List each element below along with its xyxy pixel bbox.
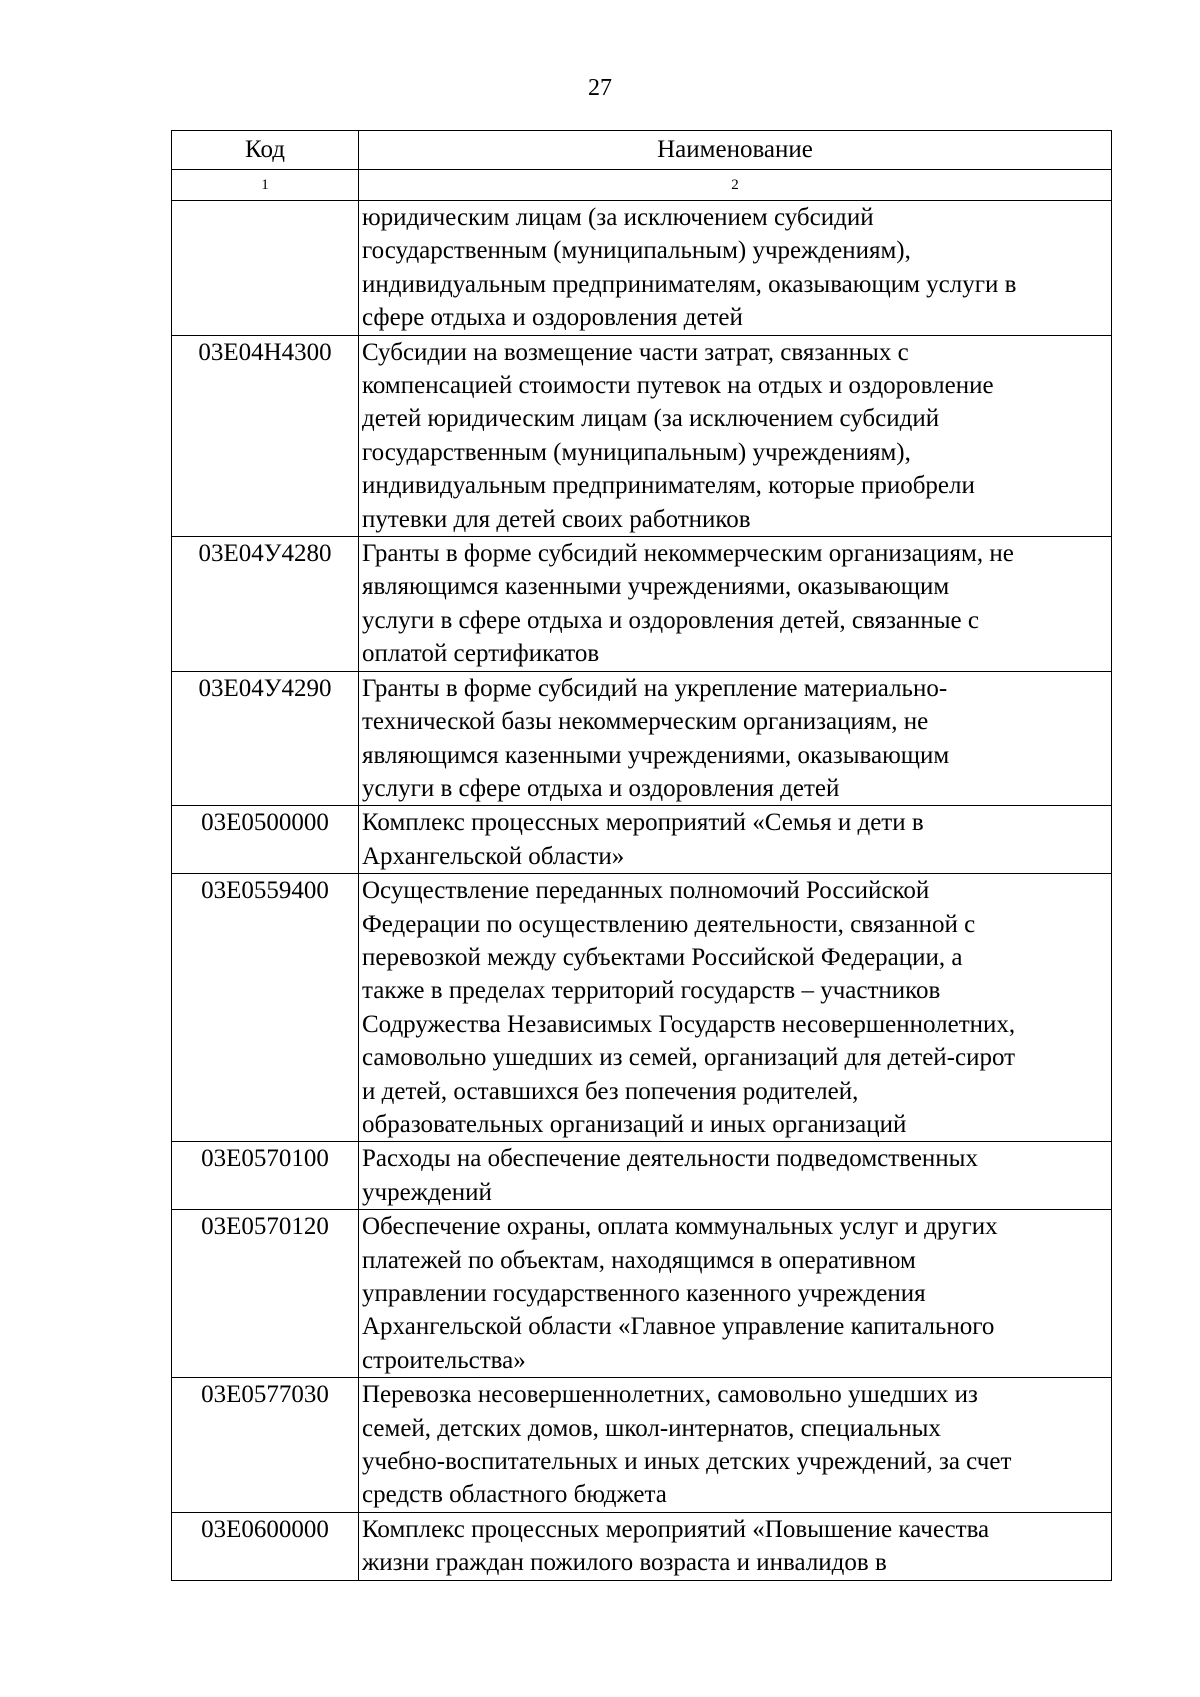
header-name: Наименование xyxy=(359,131,1112,170)
page-number: 27 xyxy=(588,75,612,101)
row-name-line: строительства» xyxy=(362,1346,526,1374)
row-code xyxy=(172,201,359,336)
row-name-line: и детей, оставшихся без попечения родителей, xyxy=(362,1077,859,1105)
row-name-line: перевозкой между субъектами Российской Федерации, а xyxy=(362,943,963,971)
row-code: 03Е0500000 xyxy=(172,806,359,874)
column-number-1: 1 xyxy=(172,170,359,201)
row-name-line: жизни граждан пожилого возраста и инвалидов в xyxy=(362,1549,887,1577)
row-name-line: путевки для детей своих работников xyxy=(362,505,751,533)
row-name-line: Обеспечение охраны, оплата коммунальных услуг и других xyxy=(362,1213,998,1241)
row-name xyxy=(359,1142,1112,1210)
header-code: Код xyxy=(172,131,359,170)
row-code: 03Е0559400 xyxy=(172,874,359,1142)
row-name xyxy=(359,1210,1112,1378)
row-name-line: Федерации по осуществлению деятельности, связанной с xyxy=(362,910,976,938)
table-row xyxy=(172,201,1112,336)
row-name-line: являющимся казенными учреждениями, оказывающим xyxy=(362,741,950,769)
table-row xyxy=(172,537,1112,672)
row-name-line: индивидуальным предпринимателям, оказывающим услуги в xyxy=(362,270,1017,298)
row-code: 03Е0577030 xyxy=(172,1378,359,1513)
row-name-line: учреждений xyxy=(362,1178,492,1206)
row-name-line: Архангельской области «Главное управление капитального xyxy=(362,1313,995,1341)
row-name-line: Гранты в форме субсидий некоммерческим организациям, не xyxy=(362,540,1014,568)
row-code: 03Е04У4290 xyxy=(172,671,359,806)
row-name-line: Содружества Независимых Государств несовершеннолетних, xyxy=(362,1010,1016,1038)
row-code: 03Е0600000 xyxy=(172,1512,359,1580)
row-name-line: управлении государственного казенного учреждения xyxy=(362,1280,926,1307)
row-name-line: услуги в сфере отдыха и оздоровления детей xyxy=(362,774,840,802)
row-name xyxy=(359,1378,1112,1513)
row-name-line: государственным (муниципальным) учреждениям), xyxy=(362,438,911,466)
row-name-line: компенсацией стоимости путевок на отдых и оздоровление xyxy=(362,372,994,400)
row-name-line: платежей по объектам, находящимся в оперативном xyxy=(362,1246,916,1274)
row-name-line: самовольно ушедших из семей, организаций для детей-сирот xyxy=(362,1044,1016,1072)
classification-table xyxy=(171,130,1112,1581)
column-number-row xyxy=(172,170,1112,201)
table-header-row xyxy=(172,131,1112,170)
row-name-line: сфере отдыха и оздоровления детей xyxy=(362,304,743,332)
row-name xyxy=(359,874,1112,1142)
row-name-line: также в пределах территорий государств – участников xyxy=(362,977,941,1005)
row-name-line: услуги в сфере отдыха и оздоровления детей, связанные с xyxy=(362,606,979,634)
row-name-line: Осуществление переданных полномочий Российской xyxy=(362,877,930,905)
table-row xyxy=(172,335,1112,536)
row-name-line: Архангельской области» xyxy=(362,842,625,870)
row-name-line: Перевозка несовершеннолетних, самовольно ушедших из xyxy=(362,1381,978,1409)
row-name-line: юридическим лицам (за исключением субсидий xyxy=(362,204,874,231)
row-name-line: технической базы некоммерческим организациям, не xyxy=(362,708,929,736)
column-number-2: 2 xyxy=(359,170,1112,201)
row-name-line: Расходы на обеспечение деятельности подведомственных xyxy=(362,1145,978,1173)
row-name xyxy=(359,335,1112,536)
row-name-line: детей юридическим лицам (за исключением субсидий xyxy=(362,405,940,433)
table-row xyxy=(172,671,1112,806)
row-code: 03Е0570120 xyxy=(172,1210,359,1378)
table-row xyxy=(172,1378,1112,1513)
row-name-line: Комплекс процессных мероприятий «Семья и дети в xyxy=(362,809,924,837)
row-name xyxy=(359,806,1112,874)
table-row xyxy=(172,874,1112,1142)
table-row xyxy=(172,806,1112,874)
row-name-line: Комплекс процессных мероприятий «Повышение качества xyxy=(362,1515,990,1543)
row-name xyxy=(359,1512,1112,1580)
row-name-line: средств областного бюджета xyxy=(362,1481,667,1509)
row-code: 03Е04У4280 xyxy=(172,537,359,672)
row-name xyxy=(359,537,1112,672)
row-name-line: образовательных организаций и иных организаций xyxy=(362,1110,907,1138)
row-name-line: являющимся казенными учреждениями, оказывающим xyxy=(362,573,950,601)
row-name-line: учебно-воспитательных и иных детских учреждений, за счет xyxy=(362,1448,1012,1476)
row-name-line: индивидуальным предпринимателям, которые приобрели xyxy=(362,472,975,500)
row-name-line: государственным (муниципальным) учреждениям), xyxy=(362,237,911,265)
row-name-line: оплатой сертификатов xyxy=(362,640,600,668)
row-code: 03Е0570100 xyxy=(172,1142,359,1210)
row-name xyxy=(359,201,1112,336)
row-name-line: Субсидии на возмещение части затрат, связанных с xyxy=(362,338,909,366)
table-row xyxy=(172,1512,1112,1580)
row-code: 03Е04Н4300 xyxy=(172,335,359,536)
table-row xyxy=(172,1142,1112,1210)
table-row xyxy=(172,1210,1112,1378)
row-name-line: Гранты в форме субсидий на укрепление материально- xyxy=(362,674,948,702)
row-name-line: семей, детских домов, школ-интернатов, специальных xyxy=(362,1414,941,1442)
table-body xyxy=(172,131,1112,1581)
row-name xyxy=(359,671,1112,806)
